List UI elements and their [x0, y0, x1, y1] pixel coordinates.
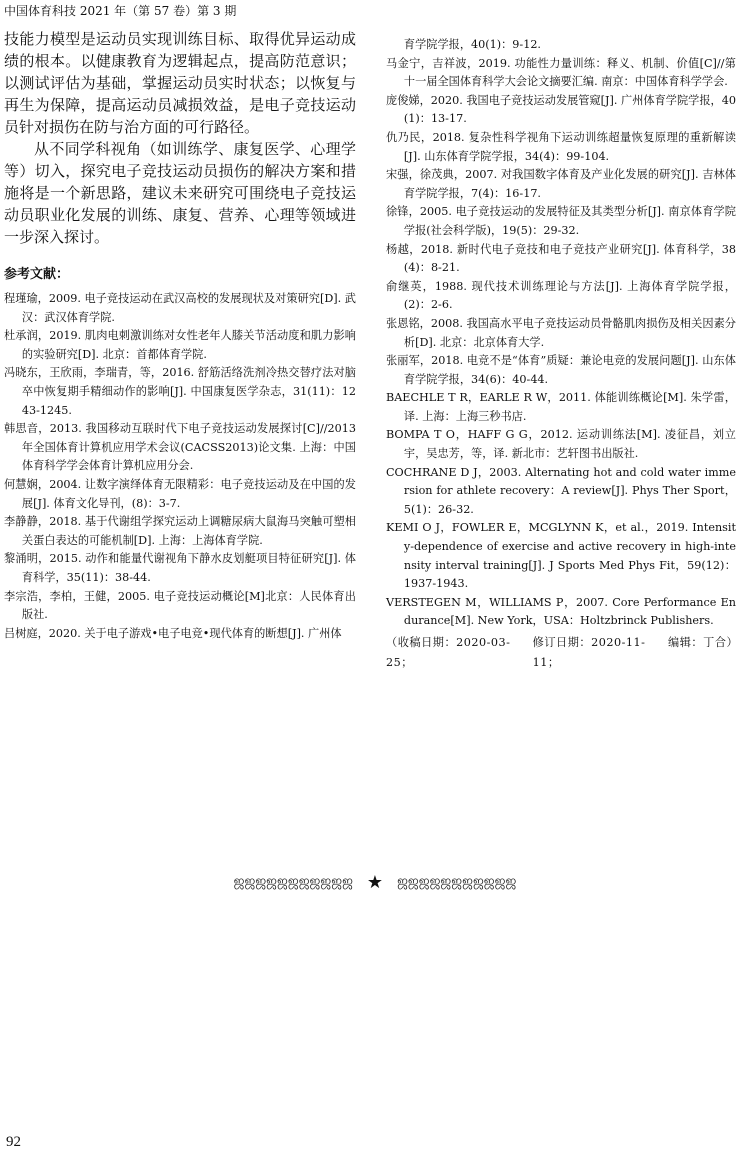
reference-item: 何慧娴，2004. 让数字演绎体育无限精彩：电子竞技运动及在中国的发展[J]. 体育文化导刊，(8)：3-7. — [4, 477, 356, 510]
reference-item: 庞俊娣，2020. 我国电子竞技运动发展管窥[J]. 广州体育学院学报，40(1)：13-17. — [386, 93, 736, 126]
star-icon: ★ — [366, 871, 384, 893]
reference-list-left — [4, 290, 356, 643]
references-heading: 参考文献： — [4, 267, 70, 282]
body-paragraph-2: 从不同学科视角（如训练学、康复医学、心理学等）切入，探究电子竞技运动员损伤的解决方案和措施将是一个新思路，建议未来研究可围绕电子竞技运动员职业化发展的训练、康复、营养、心理等领域进一步深入探讨。 — [4, 140, 356, 246]
reference-item: 杜承润，2019. 肌肉电刺激训练对女性老年人膝关节活动度和肌力影响的实验研究[D]. 北京：首都体育学院. — [4, 329, 356, 361]
right-column — [386, 36, 739, 673]
reference-item: 仇乃民，2018. 复杂性科学视角下运动训练超量恢复原理的重新解读[J]. 山东体育学院学报，34(4)：99-104. — [386, 130, 736, 163]
reference-item: 吕树庭，2020. 关于电子游戏•电子电竞•现代体育的断想[J]. 广州体 — [4, 626, 342, 640]
reference-item: VERSTEGEN M，WILLIAMS P，2007. Core Performance Endurance[M]. New York，USA：Holtzbrinck Publishers. — [386, 595, 736, 628]
reference-item: 李宗浩，李柏，王健，2005. 电子竞技运动概论[M]北京：人民体育出版社. — [4, 589, 356, 622]
reference-item: 俞继英，1988. 现代技术训练理论与方法[J]. 上海体育学院学报，(2)：2-6. — [386, 279, 736, 312]
reference-item: 张丽军，2018. 电竞不是“体育”质疑：兼论电竞的发展问题[J]. 山东体育学院学报，34(6)：40-44. — [386, 354, 736, 386]
reference-item: 李静静，2018. 基于代谢组学探究运动上调糖尿病大鼠海马突触可塑相关蛋白表达的可能机制[D]. 上海：上海体育学院. — [4, 515, 356, 547]
reference-item: BAECHLE T R，EARLE R W，2011. 体能训练概论[M]. 朱学雷，译. 上海：上海三秒书店. — [386, 391, 736, 423]
reference-item: 杨越，2018. 新时代电子竞技和电子竞技产业研究[J]. 体育科学，38(4)：8-21. — [386, 242, 736, 275]
reference-item: 程瑾瑜，2009. 电子竞技运动在武汉高校的发展现状及对策研究[D]. 武汉：武汉体育学院. — [4, 292, 356, 324]
reference-item: 宋强，徐茂典，2007. 对我国数字体育及产业化发展的研究[J]. 吉林体育学院学报，7(4)：16-17. — [386, 168, 736, 200]
reference-item: BOMPA T O，HAFF G G，2012. 运动训练法[M]. 凌征昌，刘立宇，吴忠芳，等，译. 新北市：艺轩图书出版社. — [386, 428, 736, 461]
reference-list-right — [386, 55, 736, 631]
reference-item: KEMI O J，FOWLER E，MCGLYNN K，et al.，2019. Intensity-dependence of exercise and active recovery in high-intensity interval training[J]. J Sports Med Phys Fit，59(12)：1937-1943. — [386, 521, 736, 591]
ornament-left: ஜஜஜஜஜஜஜஜஜஜஜ — [233, 874, 353, 889]
received-date: （收稿日期：2020-03-25； — [386, 636, 511, 669]
ornament-right: ஜஜஜஜஜஜஜஜஜஜஜ — [397, 874, 517, 889]
reference-item: 马金宁，吉祥波，2019. 功能性力量训练：释义、机制、价值[C]//第十一届全国体育科学大会论文摘要汇编. 南京：中国体育科学学会. — [386, 56, 736, 89]
page-number: 92 — [6, 1134, 21, 1150]
running-header — [0, 0, 750, 22]
body-paragraph-1: 技能力模型是运动员实现训练目标、取得优异运动成绩的根本。以健康教育为逻辑起点，提高防范意识；以测试评估为基础，掌握运动员实时状态；以恢复与再生为保障，提高运动员减损效益，是电子竞技运动员针对损伤在防与治方面的可行路径。 — [4, 30, 356, 136]
editor: 编辑：丁合） — [668, 636, 739, 649]
reference-item: 徐锋，2005. 电子竞技运动的发展特征及其类型分析[J]. 南京体育学院学报(社会科学版)，19(5)：29-32. — [386, 205, 736, 237]
received-dates-line — [386, 633, 739, 673]
left-column — [4, 28, 356, 643]
section-divider — [0, 872, 750, 892]
reference-continuation: 育学院学报，40(1)：9-12. — [403, 38, 541, 51]
reference-item: 张恩铭，2008. 我国高水平电子竞技运动员骨骼肌肉损伤及相关因素分析[D]. 北京：北京体育大学. — [386, 316, 736, 349]
running-title: 中国体育科技 2021 年（第 57 卷）第 3 期 — [4, 4, 237, 18]
reference-item: 韩思音，2013. 我国移动互联时代下电子竞技运动发展探讨[C]//2013 年全国体育计算机应用学术会议(CACSS2013)论文集. 上海：中国体育科学学会体育计算机应用分会. — [4, 422, 356, 473]
reference-item: COCHRANE D J，2003. Alternating hot and cold water immersion for athlete recovery：A review[J]. Phys Ther Sport，5(1)：26-32. — [386, 465, 736, 516]
reference-item: 冯晓东，王欣雨，李瑞青，等，2016. 舒筋活络洗剂冷热交替疗法对脑卒中恢复期手精细动作的影响[J]. 中国康复医学杂志，31(11)：1243-1245. — [4, 366, 356, 417]
reference-item: 黎涌明，2015. 动作和能量代谢视角下静水皮划艇项目特征研究[J]. 体育科学，35(11)：38-44. — [4, 552, 356, 584]
revised-date: 修订日期：2020-11-11； — [532, 636, 646, 669]
